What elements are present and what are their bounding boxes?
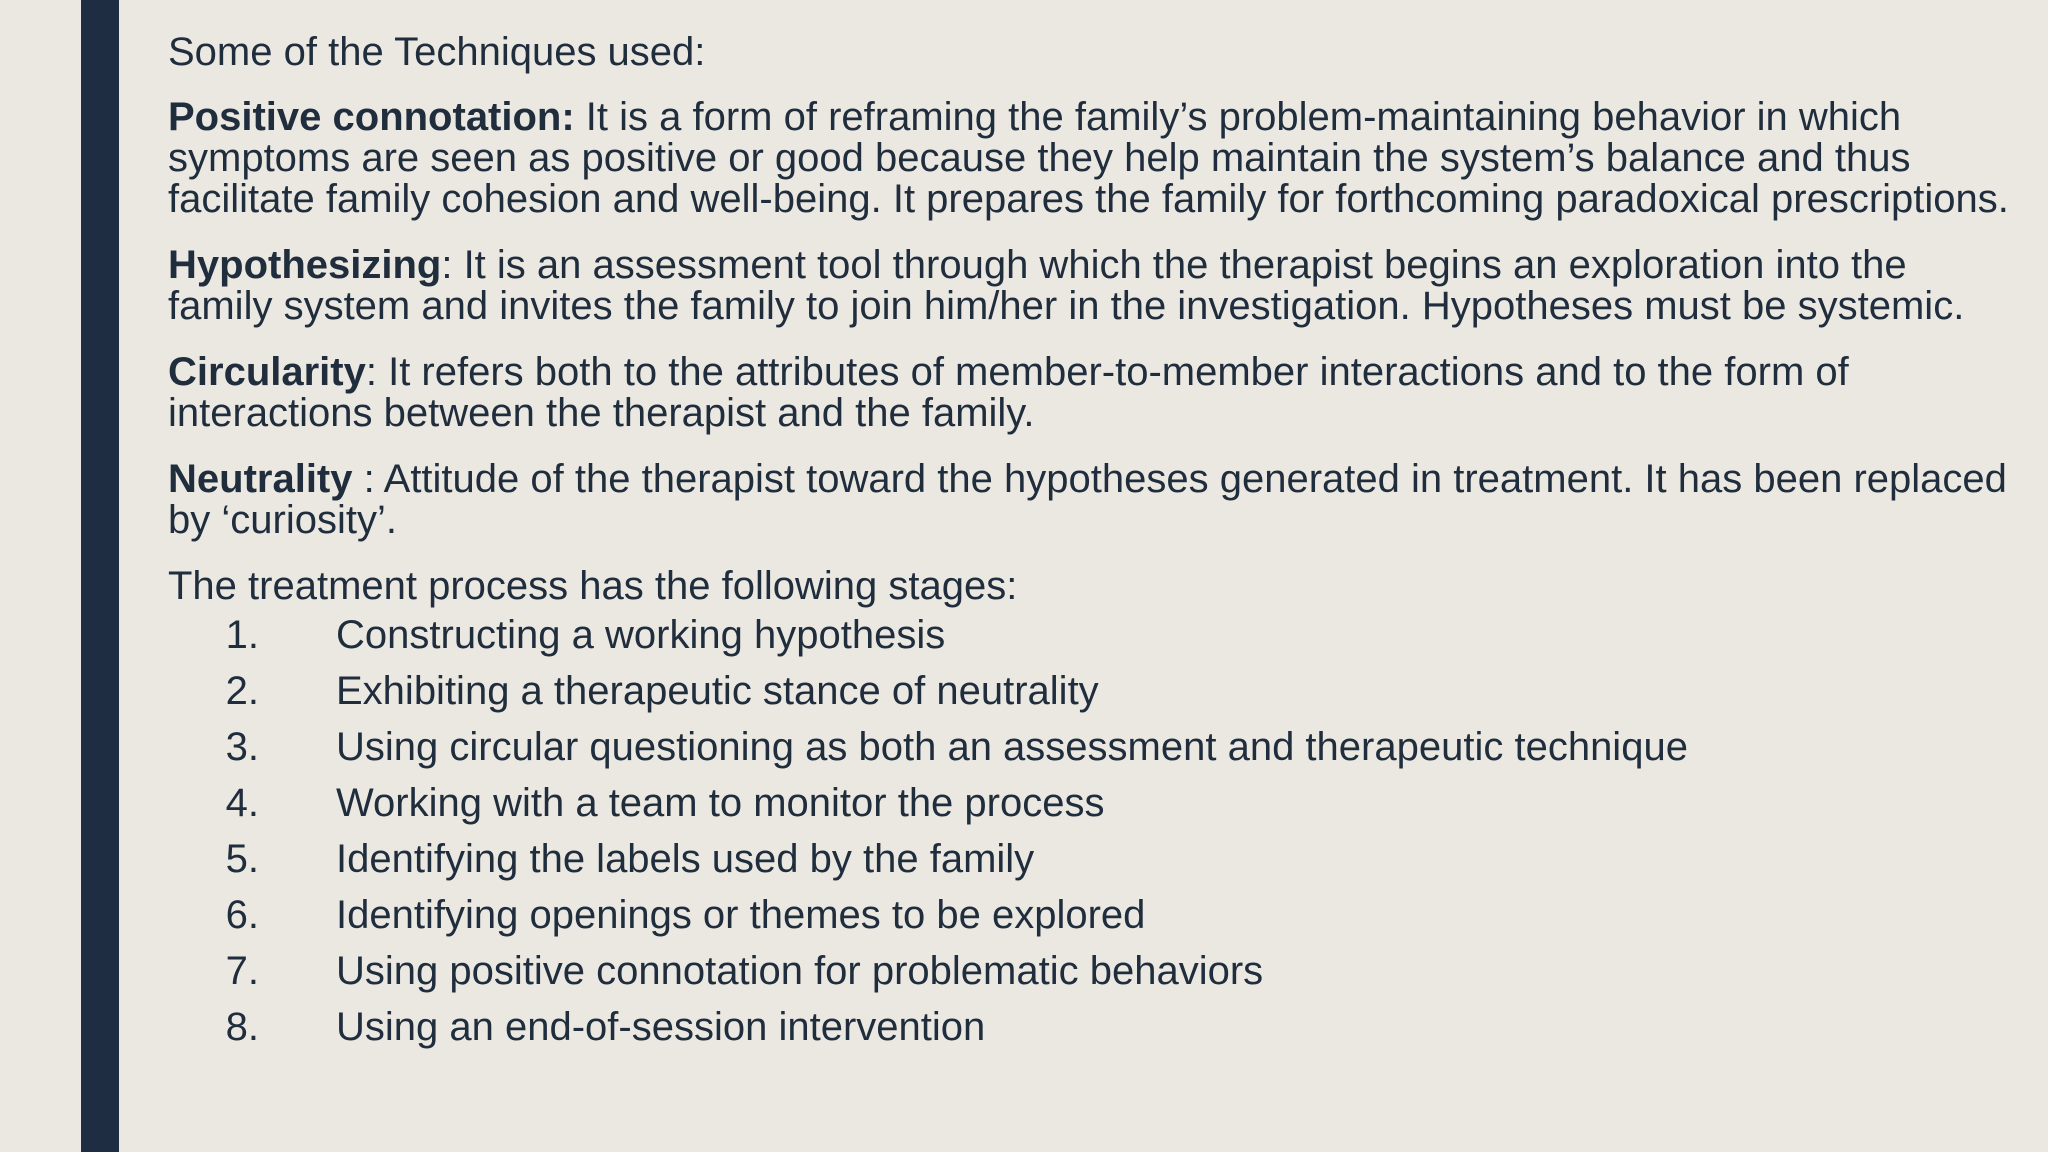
- list-item-text: Using an end-of-session intervention: [336, 1005, 986, 1049]
- list-number: 5.: [225, 837, 259, 881]
- list-item: [168, 999, 2018, 1055]
- list-number: 4.: [225, 781, 259, 825]
- list-number: 1.: [225, 613, 259, 657]
- technique-term: Neutrality: [168, 457, 353, 501]
- technique-description: : It is an assessment tool through which the therapist begins an exploration into the family system and invites the family to join him/her in the investigation. Hypotheses must be systemic.: [168, 243, 1965, 328]
- list-item-text: Identifying the labels used by the family: [336, 837, 1035, 881]
- list-item-text: Constructing a working hypothesis: [336, 613, 946, 657]
- list-item-text: Using positive connotation for problematic behaviors: [336, 949, 1264, 993]
- list-number: 8.: [225, 1005, 259, 1049]
- technique-description: It is a form of reframing the family’s problem-maintaining behavior in which symptoms are seen as positive or good because they help maintain the system’s balance and thus facilitate family cohesion and well-being. It prepares the family for forthcoming paradoxical prescriptions.: [168, 95, 2009, 221]
- list-item-text: Exhibiting a therapeutic stance of neutrality: [336, 669, 1099, 713]
- stages-intro: The treatment process has the following stages:: [168, 564, 1018, 608]
- list-number: 3.: [225, 725, 259, 769]
- technique-hypothesizing: [168, 245, 2018, 327]
- list-number: 7.: [225, 949, 259, 993]
- list-item: [168, 887, 2018, 943]
- list-number: 2.: [225, 669, 259, 713]
- stages-list: [168, 607, 2018, 1055]
- technique-description: : Attitude of the therapist toward the hypotheses generated in treatment. It has been replaced by ‘curiosity’.: [168, 457, 2007, 542]
- technique-description: : It refers both to the attributes of member-to-member interactions and to the form of interactions between the therapist and the family.: [168, 350, 1849, 435]
- list-number: 6.: [225, 893, 259, 937]
- technique-circularity: [168, 352, 2018, 434]
- list-item: [168, 719, 2018, 775]
- accent-bar: [81, 0, 119, 1152]
- list-item: [168, 607, 2018, 663]
- list-item-text: Working with a team to monitor the process: [336, 781, 1105, 825]
- list-item: [168, 775, 2018, 831]
- list-item: [168, 943, 2018, 999]
- technique-term: Circularity: [168, 350, 366, 394]
- technique-term: Hypothesizing: [168, 243, 442, 287]
- technique-neutrality: [168, 459, 2018, 541]
- list-item: [168, 831, 2018, 887]
- list-item: [168, 663, 2018, 719]
- list-item-text: Using circular questioning as both an assessment and therapeutic technique: [336, 725, 1688, 769]
- slide-content: [168, 32, 2018, 1055]
- list-item-text: Identifying openings or themes to be explored: [336, 893, 1146, 937]
- techniques-intro: Some of the Techniques used:: [168, 30, 706, 74]
- technique-positive-connotation: [168, 97, 2018, 220]
- technique-term: Positive connotation:: [168, 95, 575, 139]
